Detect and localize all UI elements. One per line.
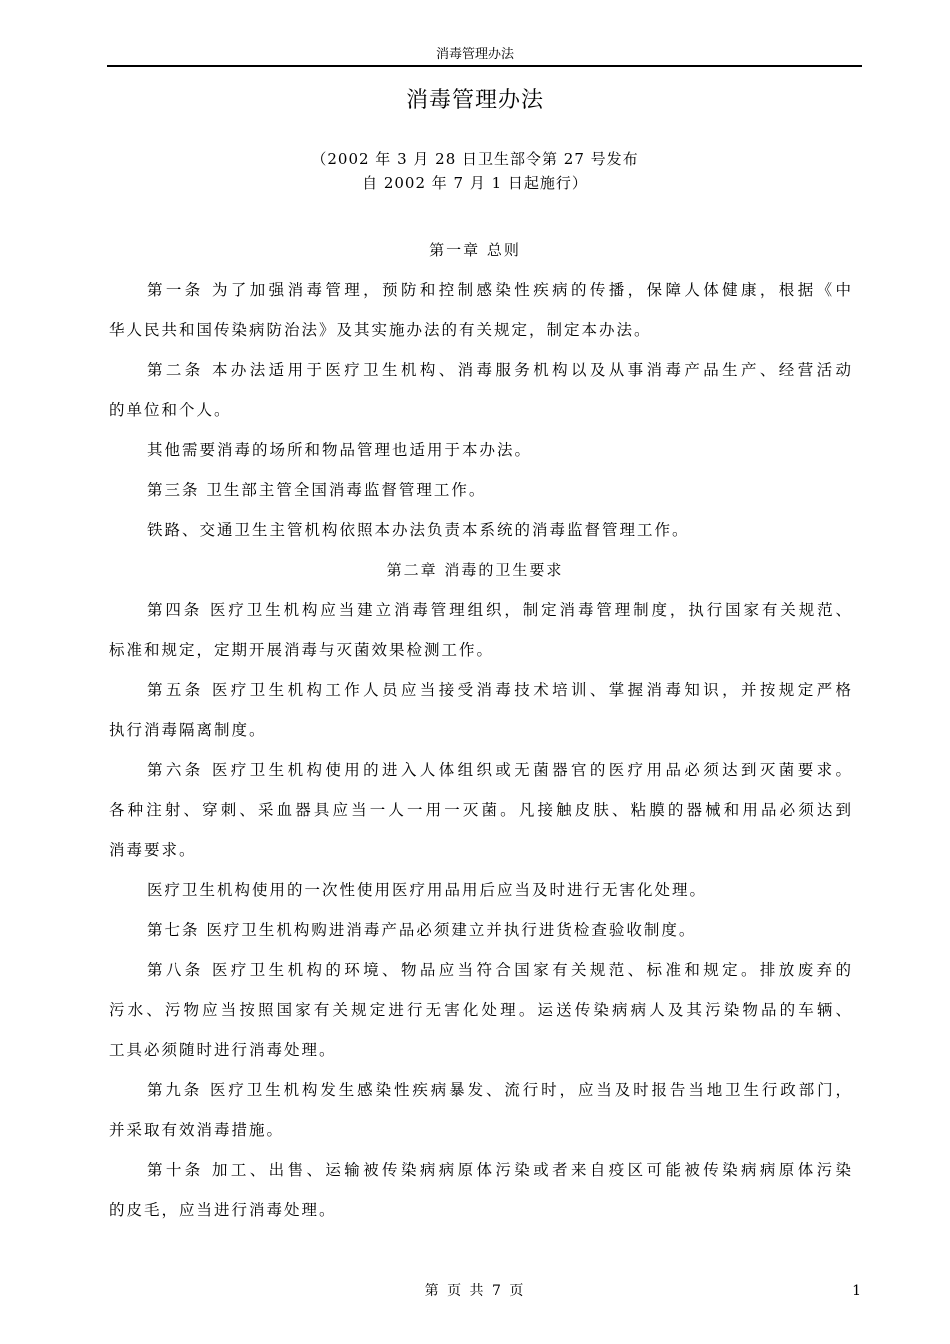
article-10-line-1: 第十条 加工、出售、运输被传染病病原体污染或者来自疫区可能被传染病病原体污染 bbox=[147, 1161, 853, 1179]
article-8-line-2: 污水、污物应当按照国家有关规定进行无害化处理。运送传染病病人及其污染物品的车辆、 bbox=[109, 1001, 853, 1019]
page-number: 1 bbox=[852, 1283, 861, 1299]
article-7-line-1: 第七条 医疗卫生机构购进消毒产品必须建立并执行进货检查验收制度。 bbox=[147, 921, 697, 939]
article-6-paragraph-2: 医疗卫生机构使用的一次性使用医疗用品用后应当及时进行无害化处理。 bbox=[147, 881, 708, 899]
article-8-line-1: 第八条 医疗卫生机构的环境、物品应当符合国家有关规范、标准和规定。排放废弃的 bbox=[147, 961, 853, 979]
article-3-line-1: 第三条 卫生部主管全国消毒监督管理工作。 bbox=[147, 481, 487, 499]
article-9-line-2: 并采取有效消毒措施。 bbox=[109, 1121, 285, 1139]
article-4-line-2: 标准和规定，定期开展消毒与灭菌效果检测工作。 bbox=[109, 641, 495, 659]
document-title: 消毒管理办法 bbox=[405, 88, 544, 113]
running-header: 消毒管理办法 bbox=[435, 47, 514, 62]
article-2-line-2: 的单位和个人。 bbox=[109, 401, 232, 419]
article-6-line-3: 消毒要求。 bbox=[109, 841, 197, 859]
article-6-line-2: 各种注射、穿刺、采血器具应当一人一用一灭菌。凡接触皮肤、粘膜的器械和用品必须达到 bbox=[109, 801, 853, 819]
article-5-line-1: 第五条 医疗卫生机构工作人员应当接受消毒技术培训、掌握消毒知识，并按规定严格 bbox=[147, 681, 853, 699]
article-8-line-3: 工具必须随时进行消毒处理。 bbox=[109, 1041, 337, 1059]
article-4-line-1: 第四条 医疗卫生机构应当建立消毒管理组织，制定消毒管理制度，执行国家有关规范、 bbox=[147, 601, 853, 619]
article-6-line-1: 第六条 医疗卫生机构使用的进入人体组织或无菌器官的医疗用品必须达到灭菌要求。 bbox=[147, 761, 853, 779]
article-2-paragraph-2: 其他需要消毒的场所和物品管理也适用于本办法。 bbox=[147, 441, 533, 459]
chapter-1-heading: 第一章 总则 bbox=[429, 241, 521, 259]
chapter-2-heading: 第二章 消毒的卫生要求 bbox=[386, 561, 564, 579]
article-10-line-2: 的皮毛，应当进行消毒处理。 bbox=[109, 1201, 337, 1219]
article-1-line-1: 第一条 为了加强消毒管理，预防和控制感染性疾病的传播，保障人体健康，根据《中 bbox=[147, 281, 853, 299]
issue-note-line-1: （2002 年 3 月 28 日卫生部令第 27 号发布 bbox=[311, 150, 639, 168]
article-3-paragraph-2: 铁路、交通卫生主管机构依照本办法负责本系统的消毒监督管理工作。 bbox=[147, 521, 690, 539]
header-rule bbox=[107, 65, 862, 67]
article-5-line-2: 执行消毒隔离制度。 bbox=[109, 721, 267, 739]
article-1-line-2: 华人民共和国传染病防治法》及其实施办法的有关规定，制定本办法。 bbox=[109, 321, 652, 339]
issue-note-line-2: 自 2002 年 7 月 1 日起施行） bbox=[362, 174, 588, 192]
article-2-line-1: 第二条 本办法适用于医疗卫生机构、消毒服务机构以及从事消毒产品生产、经营活动 bbox=[147, 361, 853, 379]
page-footer: 第 页 共 7 页 bbox=[424, 1283, 526, 1299]
article-9-line-1: 第九条 医疗卫生机构发生感染性疾病暴发、流行时，应当及时报告当地卫生行政部门， bbox=[147, 1081, 853, 1099]
